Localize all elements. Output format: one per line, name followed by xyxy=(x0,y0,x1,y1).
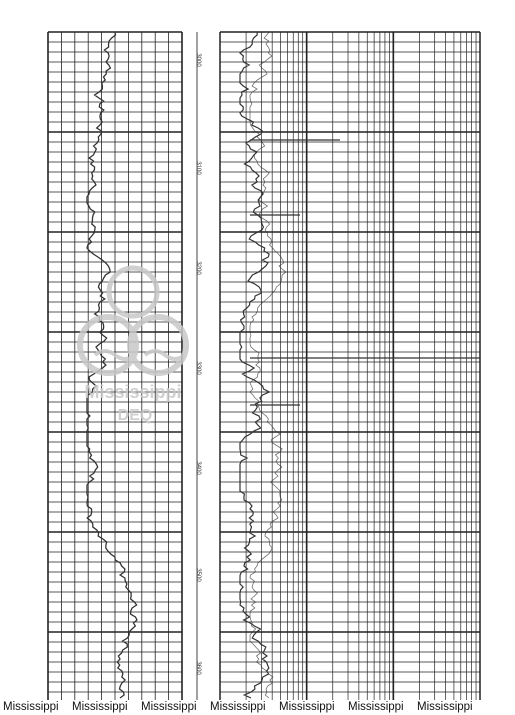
depth-label: 3300 xyxy=(195,361,201,375)
footer-label: Mississippi xyxy=(348,701,404,713)
footer-label: Mississippi xyxy=(210,701,266,713)
depth-label: 3100 xyxy=(195,161,201,175)
depth-label: 3400 xyxy=(195,461,201,475)
depth-label: 3600 xyxy=(195,661,201,675)
footer-watermark-row xyxy=(0,700,515,715)
footer-label: Mississippi xyxy=(279,701,335,713)
footer-label: Mississippi xyxy=(3,701,59,713)
watermark-text: DEQ xyxy=(117,407,153,424)
watermark-text: Mississippi xyxy=(84,382,182,402)
footer-label: Mississippi xyxy=(72,701,128,713)
depth-label: 3000 xyxy=(195,53,201,67)
depth-label: 3200 xyxy=(195,261,201,275)
footer-label: Mississippi xyxy=(141,701,197,713)
depth-label: 3500 xyxy=(195,568,201,582)
footer-label: Mississippi xyxy=(417,701,473,713)
